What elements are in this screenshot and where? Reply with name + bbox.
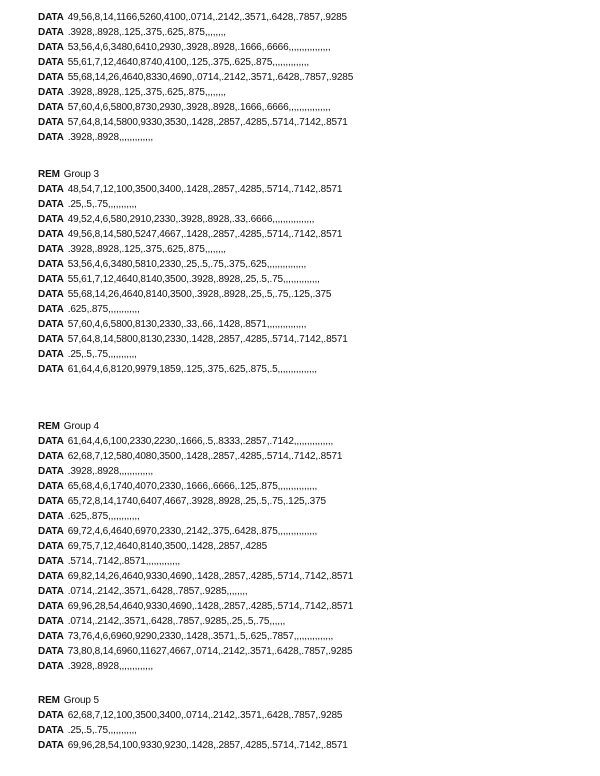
data-line <box>38 10 353 25</box>
data-line <box>38 212 348 227</box>
data-line <box>38 197 348 212</box>
group-4-block <box>38 419 353 674</box>
data-line <box>38 362 348 377</box>
data-line <box>38 449 353 464</box>
data-keyword: DATA <box>38 740 64 751</box>
data-keyword: DATA <box>38 132 64 143</box>
group-5-title: Group 5 <box>63 695 99 706</box>
data-line <box>38 659 353 674</box>
data-keyword: DATA <box>38 334 64 345</box>
data-line <box>38 524 353 539</box>
data-values: 57,64,8,14,5800,8130,2330,.1428,.2857,.4285,.5714,.7142,.8571 <box>67 334 348 345</box>
data-keyword: DATA <box>38 319 64 330</box>
data-values: 49,52,4,6,580,2910,2330,.3928,.8928,.33,.6666,,,,,,,,,,,,,,,, <box>67 214 315 225</box>
group-3-title: Group 3 <box>63 169 99 180</box>
data-line <box>38 70 353 85</box>
data-line <box>38 509 353 524</box>
data-line <box>38 644 353 659</box>
data-values: 69,72,4,6,4640,6970,2330,.2142,.375,.6428,.875,,,,,,,,,,,,,,, <box>67 526 318 537</box>
data-keyword: DATA <box>38 12 64 23</box>
rem-keyword: REM <box>38 695 60 706</box>
data-line <box>38 272 348 287</box>
data-line <box>38 629 353 644</box>
data-values: 73,80,8,14,6960,11627,4667,.0714,.2142,.3571,.6428,.7857,.9285 <box>67 646 353 657</box>
data-keyword: DATA <box>38 571 64 582</box>
group-4-title: Group 4 <box>63 421 99 432</box>
data-values: .5714,.7142,.8571,,,,,,,,,,,,, <box>67 556 180 567</box>
data-block-continued <box>38 10 353 145</box>
data-keyword: DATA <box>38 526 64 537</box>
data-line <box>38 554 353 569</box>
data-line <box>38 738 348 753</box>
data-line <box>38 494 353 509</box>
data-keyword: DATA <box>38 616 64 627</box>
data-values: 61,64,4,6,8120,9979,1859,.125,.375,.625,.875,.5,,,,,,,,,,,,,,, <box>67 364 317 375</box>
data-line <box>38 599 353 614</box>
data-line <box>38 479 353 494</box>
data-values: 69,82,14,26,4640,9330,4690,.1428,.2857,.4285,.5714,.7142,.8571 <box>67 571 354 582</box>
data-values: 62,68,7,12,100,3500,3400,.0714,.2142,.3571,.6428,.7857,.9285 <box>67 710 343 721</box>
data-line <box>38 227 348 242</box>
data-values: 55,68,14,26,4640,8140,3500,.3928,.8928,.25,.5,.75,.125,.375 <box>67 289 332 300</box>
data-keyword: DATA <box>38 661 64 672</box>
data-line <box>38 332 348 347</box>
data-keyword: DATA <box>38 710 64 721</box>
data-values: 57,60,4,6,5800,8130,2330,.33,.66,.1428,.8571,,,,,,,,,,,,,,, <box>67 319 307 330</box>
data-values: .3928,.8928,,,,,,,,,,,,, <box>67 661 154 672</box>
data-line <box>38 347 348 362</box>
data-values: .3928,.8928,,,,,,,,,,,,, <box>67 132 154 143</box>
data-values: .0714,.2142,.3571,.6428,.7857,.9285,,,,,,,, <box>67 586 248 597</box>
data-values: 65,72,8,14,1740,6407,4667,.3928,.8928,.25,.5,.75,.125,.375 <box>67 496 326 507</box>
group-4-header <box>38 419 353 434</box>
data-values: .3928,.8928,.125,.375,.625,.875,,,,,,,, <box>67 27 226 38</box>
data-values: .3928,.8928,.125,.375,.625,.875,,,,,,,, <box>67 87 226 98</box>
data-keyword: DATA <box>38 541 64 552</box>
group-4-lines <box>38 434 353 674</box>
data-values: .625,.875,,,,,,,,,,,, <box>67 304 140 315</box>
group-5-block <box>38 693 348 753</box>
data-line <box>38 584 353 599</box>
data-values: 53,56,4,6,3480,5810,2330,.25,.5,.75,.375,.625,,,,,,,,,,,,,,, <box>67 259 307 270</box>
data-keyword: DATA <box>38 511 64 522</box>
data-line <box>38 708 348 723</box>
data-keyword: DATA <box>38 466 64 477</box>
data-line <box>38 569 353 584</box>
data-keyword: DATA <box>38 57 64 68</box>
data-line <box>38 182 348 197</box>
data-keyword: DATA <box>38 274 64 285</box>
data-values: 49,56,8,14,1166,5260,4100,.0714,.2142,.3571,.6428,.7857,.9285 <box>67 12 347 23</box>
data-keyword: DATA <box>38 436 64 447</box>
data-line <box>38 723 348 738</box>
data-keyword: DATA <box>38 289 64 300</box>
data-line <box>38 242 348 257</box>
data-line <box>38 614 353 629</box>
data-values: .625,.875,,,,,,,,,,,, <box>67 511 140 522</box>
data-keyword: DATA <box>38 102 64 113</box>
data-keyword: DATA <box>38 304 64 315</box>
data-line <box>38 130 353 145</box>
group-3-lines <box>38 182 348 377</box>
data-line <box>38 40 353 55</box>
data-line <box>38 257 348 272</box>
data-values: 65,68,4,6,1740,4070,2330,.1666,.6666,.125,.875,,,,,,,,,,,,,,, <box>67 481 318 492</box>
data-line <box>38 25 353 40</box>
data-keyword: DATA <box>38 451 64 462</box>
data-values: .3928,.8928,,,,,,,,,,,,, <box>67 466 154 477</box>
data-keyword: DATA <box>38 42 64 53</box>
data-values: 69,75,7,12,4640,8140,3500,.1428,.2857,.4285 <box>67 541 268 552</box>
data-line <box>38 55 353 70</box>
data-values: 57,64,8,14,5800,9330,3530,.1428,.2857,.4285,.5714,.7142,.8571 <box>67 117 348 128</box>
data-keyword: DATA <box>38 481 64 492</box>
data-keyword: DATA <box>38 199 64 210</box>
data-values: .3928,.8928,.125,.375,.625,.875,,,,,,,, <box>67 244 226 255</box>
data-values: 53,56,4,6,3480,6410,2930,.3928,.8928,.1666,.6666,,,,,,,,,,,,,,,, <box>67 42 331 53</box>
data-keyword: DATA <box>38 72 64 83</box>
group-5-header <box>38 693 348 708</box>
data-keyword: DATA <box>38 27 64 38</box>
data-line <box>38 464 353 479</box>
data-keyword: DATA <box>38 556 64 567</box>
data-keyword: DATA <box>38 586 64 597</box>
data-values: 55,68,14,26,4640,8330,4690,.0714,.2142,.3571,.6428,.7857,.9285 <box>67 72 354 83</box>
data-keyword: DATA <box>38 229 64 240</box>
data-keyword: DATA <box>38 646 64 657</box>
data-values: 57,60,4,6,5800,8730,2930,.3928,.8928,.1666,.6666,,,,,,,,,,,,,,,, <box>67 102 331 113</box>
data-values: .25,.5,.75,,,,,,,,,,, <box>67 349 137 360</box>
data-values: 69,96,28,54,4640,9330,4690,.1428,.2857,.4285,.5714,.7142,.8571 <box>67 601 354 612</box>
data-line <box>38 302 348 317</box>
group-3-block <box>38 167 348 377</box>
data-keyword: DATA <box>38 349 64 360</box>
data-values: 73,76,4,6,6960,9290,2330,.1428,.3571,.5,.625,.7857,,,,,,,,,,,,,,, <box>67 631 334 642</box>
data-keyword: DATA <box>38 214 64 225</box>
data-keyword: DATA <box>38 364 64 375</box>
data-values: .25,.5,.75,,,,,,,,,,, <box>67 199 137 210</box>
data-values: 69,96,28,54,100,9330,9230,.1428,.2857,.4285,.5714,.7142,.8571 <box>67 740 348 751</box>
group-3-header <box>38 167 348 182</box>
data-keyword: DATA <box>38 631 64 642</box>
rem-keyword: REM <box>38 421 60 432</box>
data-values: 55,61,7,12,4640,8140,3500,.3928,.8928,.25,.5,.75,,,,,,,,,,,,,, <box>67 274 320 285</box>
data-keyword: DATA <box>38 496 64 507</box>
data-line <box>38 539 353 554</box>
group-5-lines <box>38 708 348 753</box>
data-values: .25,.5,.75,,,,,,,,,,, <box>67 725 137 736</box>
data-keyword: DATA <box>38 184 64 195</box>
data-values: 49,56,8,14,580,5247,4667,.1428,.2857,.4285,.5714,.7142,.8571 <box>67 229 343 240</box>
data-values: .0714,.2142,.3571,.6428,.7857,.9285,.25,.5,.75,,,,,, <box>67 616 286 627</box>
data-values: 62,68,7,12,580,4080,3500,.1428,.2857,.4285,.5714,.7142,.8571 <box>67 451 343 462</box>
data-line <box>38 317 348 332</box>
data-keyword: DATA <box>38 117 64 128</box>
data-keyword: DATA <box>38 87 64 98</box>
data-keyword: DATA <box>38 725 64 736</box>
data-values: 55,61,7,12,4640,8740,4100,.125,.375,.625,.875,,,,,,,,,,,,,, <box>67 57 310 68</box>
data-keyword: DATA <box>38 601 64 612</box>
data-values: 61,64,4,6,100,2330,2230,.1666,.5,.8333,.2857,.7142,,,,,,,,,,,,,,, <box>67 436 334 447</box>
rem-keyword: REM <box>38 169 60 180</box>
data-line <box>38 100 353 115</box>
data-line <box>38 85 353 100</box>
data-keyword: DATA <box>38 244 64 255</box>
data-values: 48,54,7,12,100,3500,3400,.1428,.2857,.4285,.5714,.7142,.8571 <box>67 184 343 195</box>
data-line <box>38 287 348 302</box>
data-keyword: DATA <box>38 259 64 270</box>
data-line <box>38 115 353 130</box>
data-line <box>38 434 353 449</box>
